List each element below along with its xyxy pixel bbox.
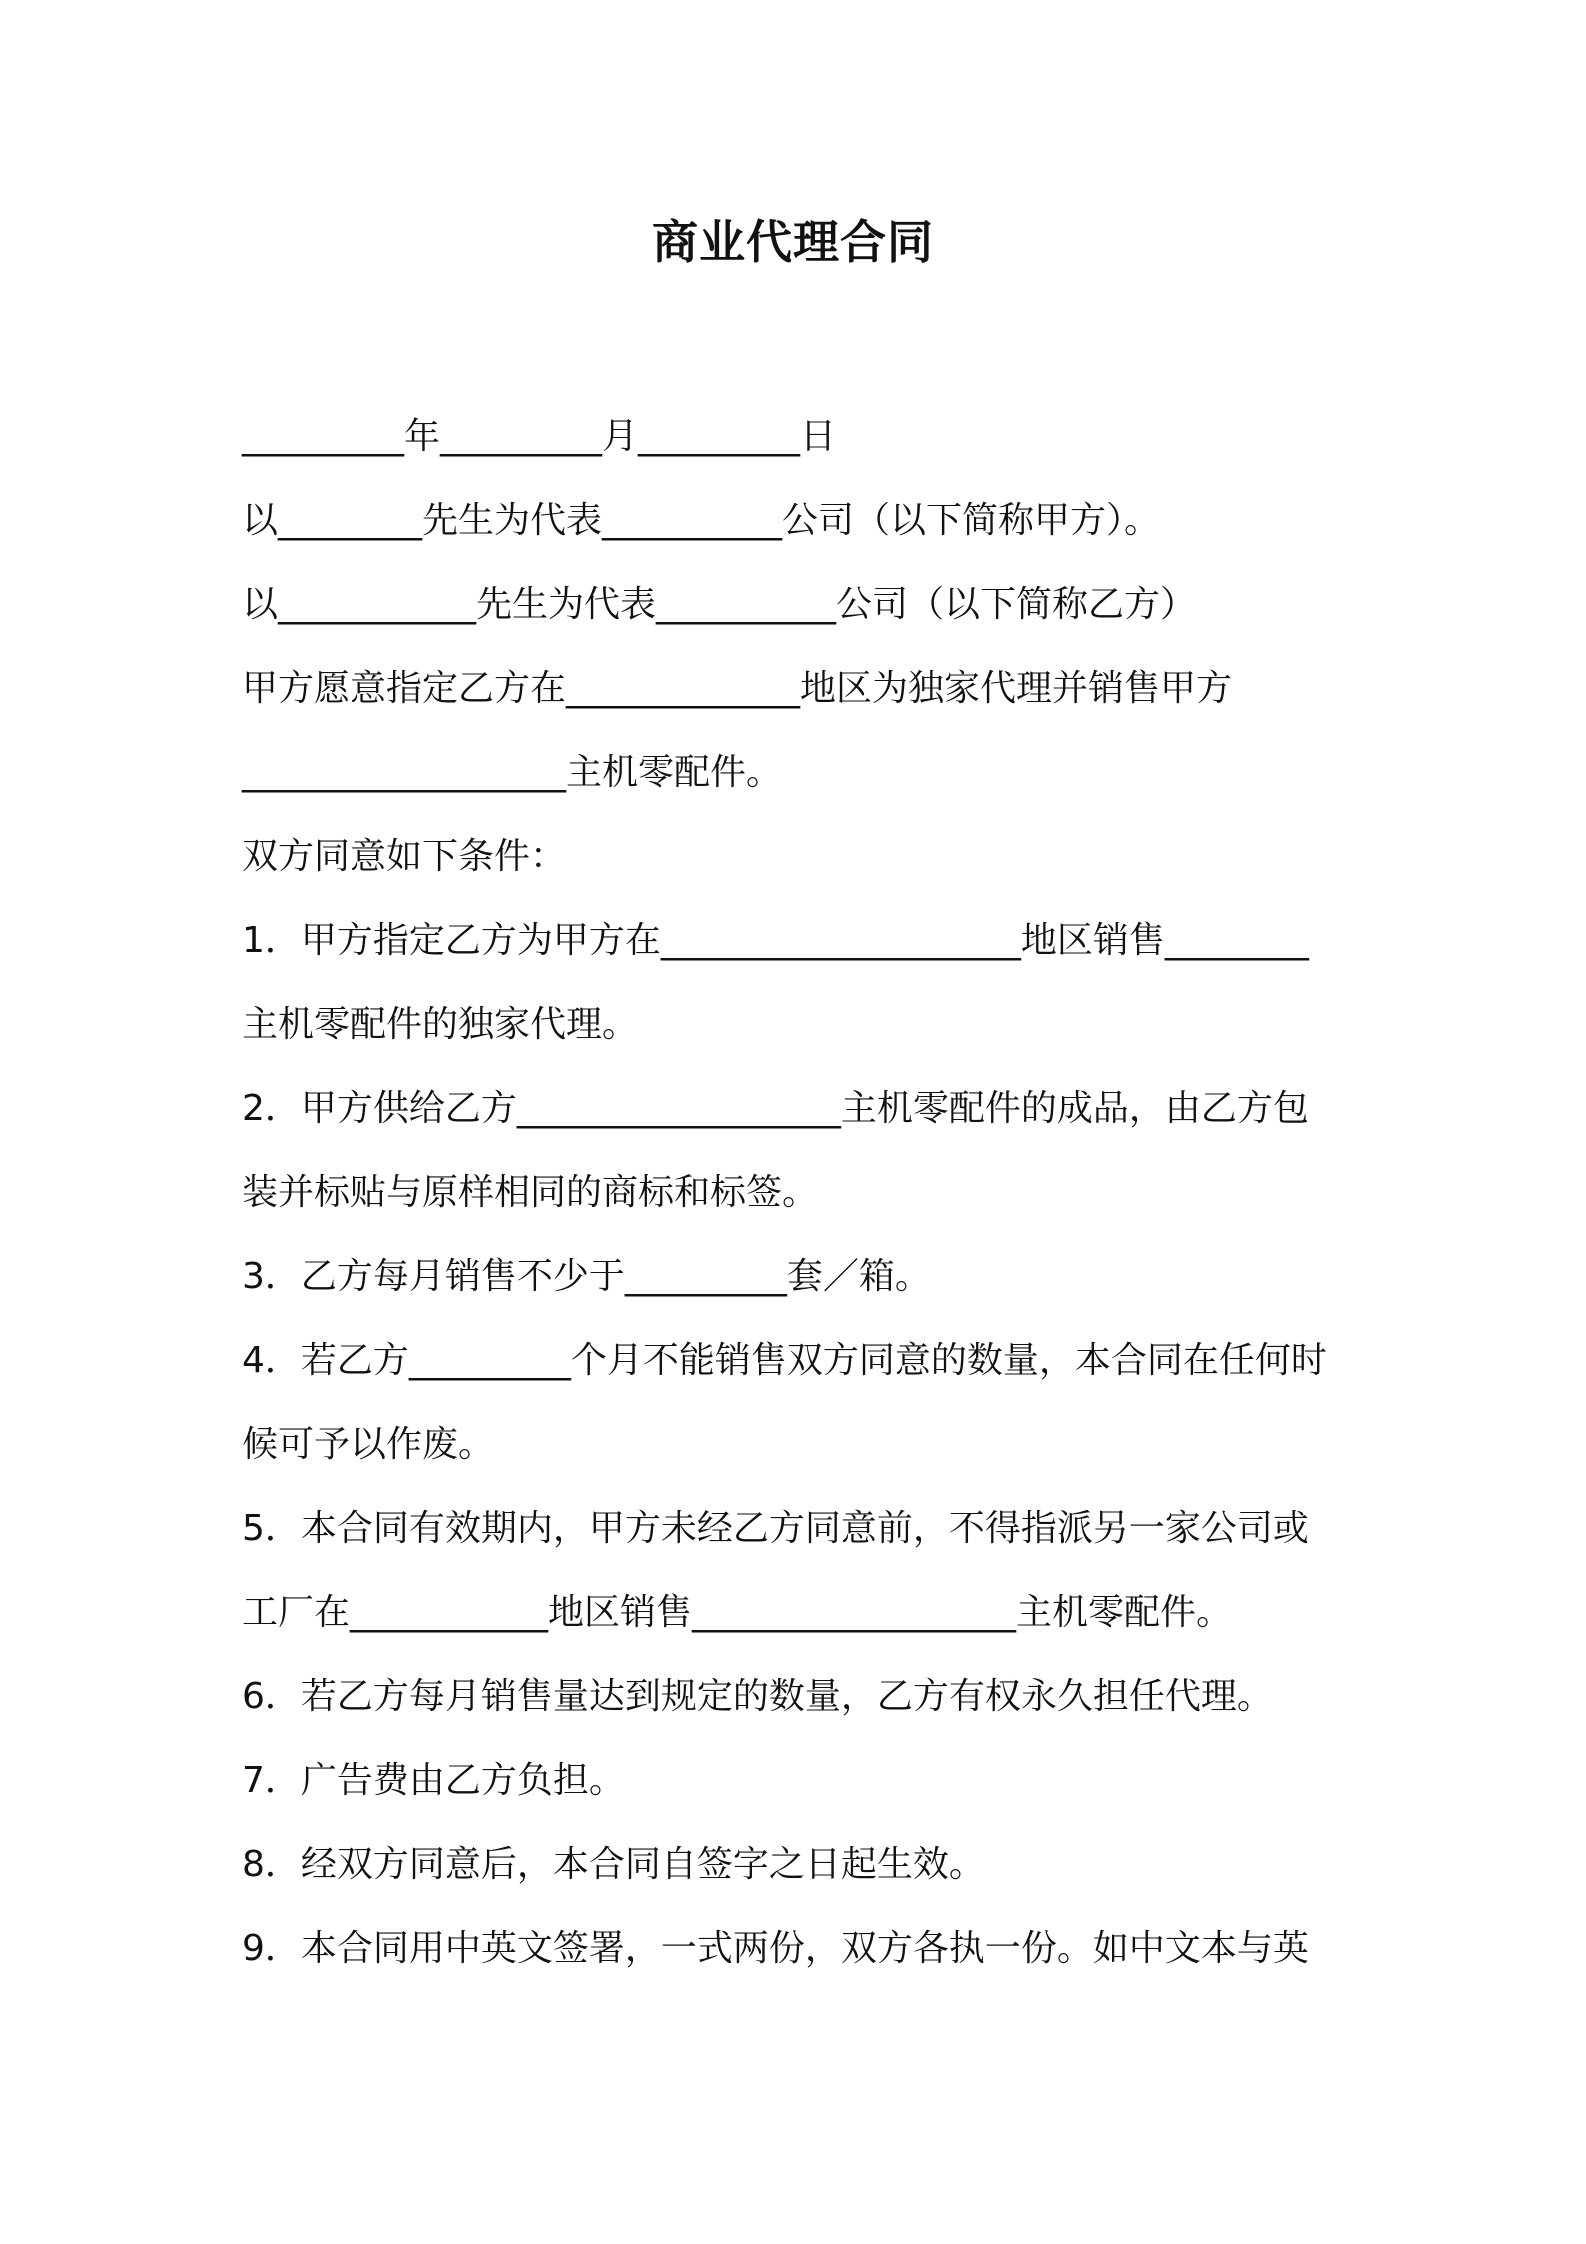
clause-8-line: 8．经双方同意后，本合同自签字之日起生效。 xyxy=(242,1844,985,1885)
clause-2-line-continued: 装并标贴与原样相同的商标和标签。 xyxy=(242,1172,819,1213)
party-b-line: 以___________先生为代表__________公司（以下简称乙方） xyxy=(242,584,1197,625)
clause-1-line-continued: 主机零配件的独家代理。 xyxy=(242,1004,639,1045)
clause-6-line: 6．若乙方每月销售量达到规定的数量，乙方有权永久担任代理。 xyxy=(242,1676,1273,1717)
party-a-line: 以________先生为代表__________公司（以下简称甲方）。 xyxy=(242,500,1161,541)
appointment-line-continued: __________________主机零配件。 xyxy=(242,752,783,793)
clause-5-line-continued: 工厂在___________地区销售__________________主机零配件。 xyxy=(242,1592,1233,1633)
clause-7-line: 7．广告费由乙方负担。 xyxy=(242,1760,625,1801)
document-title: 商业代理合同 xyxy=(652,215,934,269)
clause-1-line: 1．甲方指定乙方为甲方在____________________地区销售________ xyxy=(242,920,1309,961)
date-line: _________年_________月_________日 xyxy=(242,416,836,457)
appointment-line: 甲方愿意指定乙方在_____________地区为独家代理并销售甲方 xyxy=(242,668,1233,709)
clause-5-line: 5．本合同有效期内，甲方未经乙方同意前，不得指派另一家公司或 xyxy=(242,1508,1309,1549)
clause-4-line-continued: 候可予以作废。 xyxy=(242,1424,495,1465)
clause-9-line: 9．本合同用中英文签署，一式两份，双方各执一份。如中文本与英 xyxy=(242,1928,1309,1969)
clause-4-line: 4．若乙方_________个月不能销售双方同意的数量，本合同在任何时 xyxy=(242,1340,1327,1381)
clause-3-line: 3．乙方每月销售不少于_________套／箱。 xyxy=(242,1256,931,1297)
conditions-heading: 双方同意如下条件： xyxy=(242,836,567,877)
contract-body xyxy=(242,404,1362,2000)
clause-2-line: 2．甲方供给乙方__________________主机零配件的成品，由乙方包 xyxy=(242,1088,1309,1129)
